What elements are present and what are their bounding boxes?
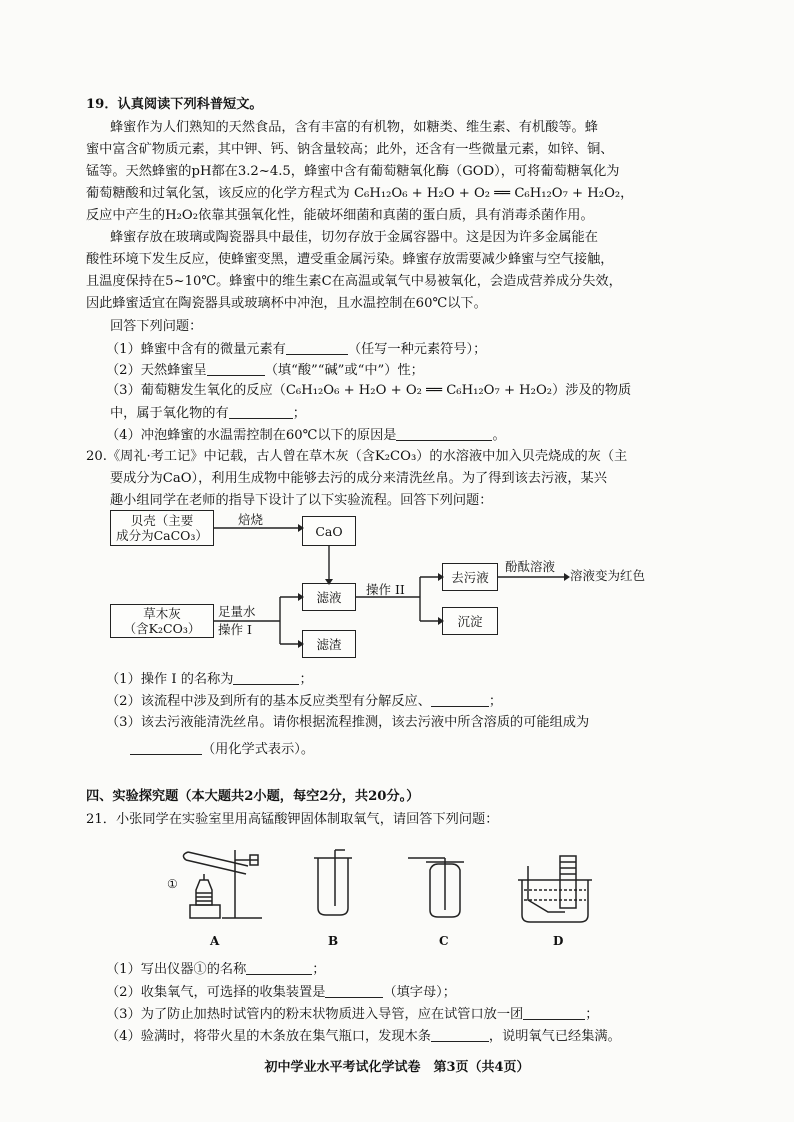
apparatus-d-drawing [518,856,592,922]
q20-sub2-tail: ； [488,694,503,709]
q21-sub4 [106,1027,621,1046]
q21-sub3-tail: ； [585,1007,599,1022]
flow-label-op2: 操作 II [366,582,405,597]
q21-sub1 [106,960,325,979]
q21-sub4-text: （4）验满时，将带火星的木条放在集气瓶口，发现木条 [106,1029,431,1044]
q21-intro: 21．小张同学在实验室里用高锰酸钾固体制取氧气，请回答下列问题： [86,812,499,827]
q19-ask: 回答下列问题： [110,319,203,334]
apparatus-c-drawing [408,858,464,917]
q19-sub4-text: （4）冲泡蜂蜜的水温需控制在60℃以下的原因是 [106,428,397,443]
q21-sub1-text: （1）写出仪器①的名称 [106,962,247,977]
q19-p2-line3: 且温度保持在5~10℃。蜂蜜中的维生素C在高温或氧气中易被氧化，会造成营养成分失效， [86,274,622,289]
q21-sub3-text: （3）为了防止加热时试管内的粉末状物质进入导管，应在试管口放一团 [106,1007,524,1022]
apparatus-b-drawing [314,850,352,915]
q19-p2-line2: 酸性环境下发生反应，使蜂蜜变黑，遭受重金属污染。蜂蜜存放需要减少蜂蜜与空气接触， [86,252,614,267]
q19-p2-line4: 因此蜂蜜适宜在陶瓷器具或玻璃杯中冲泡，且水温控制在60℃以下。 [86,296,487,311]
q21-sub3 [106,1005,598,1024]
q21-answer-blank-4[interactable] [431,1027,489,1042]
flow-label-op1: 操作 I [218,622,252,637]
q21-answer-blank-3[interactable] [523,1005,585,1020]
q20-sub3-tail: （用化学式表示）。 [202,742,315,757]
flow-ash-line2: （含K₂CO₃） [123,621,201,636]
flow-label-water: 足量水 [218,604,256,619]
q21-sub2 [106,983,456,1002]
section4-heading: 四、实验探究题（本大题共2小题，每空2分，共20分。） [86,789,420,804]
q19-sub3-tail: ； [292,406,306,421]
q20-intro-line1: 20.《周礼·考工记》中记载，古人曾在草木灰（含K₂CO₃）的水溶液中加入贝壳烧成的灰（主 [86,449,628,464]
q21-sub4-tail: ，说明氧气已经集满。 [488,1029,621,1044]
q19-sub2-text: （2）天然蜂蜜呈 [106,363,207,378]
q19-p1-line3: 锰等。天然蜂蜜的pH都在3.2~4.5，蜂蜜中含有葡萄糖氧化酶（GOD），可将葡萄糖氧化为 [86,164,620,179]
apparatus-marker: ① [167,877,178,891]
apparatus-label-b: B [328,934,339,948]
q19-p1-line4: 葡萄糖酸和过氧化氢，该反应的化学方程式为 C₆H₁₂O₆ + H₂O + O₂ ══ C₆H₁₂O₇ + H₂O₂， [86,186,634,201]
q19-sub4-tail: 。 [492,428,506,443]
flow-box-cleaner: 去污液 [442,563,498,591]
flow-box-filtrate: 滤液 [302,583,356,611]
flow-label-phenolphthalein: 酚酞溶液 [505,559,556,574]
q19-p1-line5: 反应中产生的H₂O₂依靠其强氧化性，能破坏细菌和真菌的蛋白质，具有消毒杀菌作用。 [86,208,594,223]
q19-sub3-line1: （3）葡萄糖发生氧化的反应（C₆H₁₂O₆ + H₂O + O₂ ══ C₆H₁₂O₇ + H₂O₂）涉及的物质 [106,383,632,398]
apparatus-label-c: C [439,934,449,948]
apparatus-a-drawing [183,850,262,918]
q21-sub2-text: （2）收集氧气，可选择的收集装置是 [106,985,326,1000]
apparatus-label-a: A [210,934,220,948]
q19-p1-line1: 蜂蜜作为人们熟知的天然食品，含有丰富的有机物，如糖类、维生素、有机酸等。蜂 [110,120,598,135]
flow-box-cao: CaO [302,516,356,546]
page-footer: 初中学业水平考试化学试卷 第3页（共4页） [264,1060,530,1075]
q20-intro-line3: 趣小组同学在老师的指导下设计了以下实验流程。回答下列问题： [110,493,493,508]
flow-ash-line1: 草木灰 [143,606,181,621]
flow-shell-line2: 成分为CaCO₃） [116,528,208,543]
flow-box-precipitate: 沉淀 [442,607,498,635]
q19-sub1-tail: （任写一种元素符号）； [347,342,487,357]
q19-sub2-tail: （填“酸”“碱”或“中”）性； [264,363,424,378]
apparatus-label-d: D [553,934,564,948]
flow-box-residue: 滤渣 [302,630,356,658]
q19-sub3-text: 中，属于氧化物的有 [110,406,229,421]
q21-answer-blank-2[interactable] [325,983,383,998]
q19-sub1-text: （1）蜂蜜中含有的微量元素有 [106,342,286,357]
q21-sub2-tail: （填字母）； [383,985,456,1000]
q20-sub1-text: （1）操作 I 的名称为 [106,672,234,687]
q21-sub1-tail: ； [312,962,326,977]
q19-title: 19．认真阅读下列科普短文。 [86,97,263,112]
q21-answer-blank-1[interactable] [246,960,312,975]
flow-shell-line1: 贝壳（主要 [130,513,194,528]
q19-p1-line2: 蜜中富含矿物质元素，其中钾、钙、钠含量较高；此外，还含有一些微量元素，如锌、铜、 [86,142,614,157]
q20-intro-line2: 要成分为CaO），利用生成物中能够去污的成分来清洗丝帛。为了得到该去污液，某兴 [110,471,607,486]
q19-p2-line1: 蜂蜜存放在玻璃或陶瓷器具中最佳，切勿存放于金属容器中。这是因为许多金属能在 [110,230,598,245]
q20-sub3-line1: （3）该去污液能清洗丝帛。请你根据流程推测，该去污液中所含溶质的可能组成为 [106,715,590,730]
flow-label-burn: 焙烧 [238,512,264,527]
q20-sub1-tail: ； [299,672,313,687]
flow-label-turns-red: 溶液变为红色 [570,568,646,583]
q20-sub2-text: （2）该流程中涉及到所有的基本反应类型有分解反应、 [106,694,431,709]
